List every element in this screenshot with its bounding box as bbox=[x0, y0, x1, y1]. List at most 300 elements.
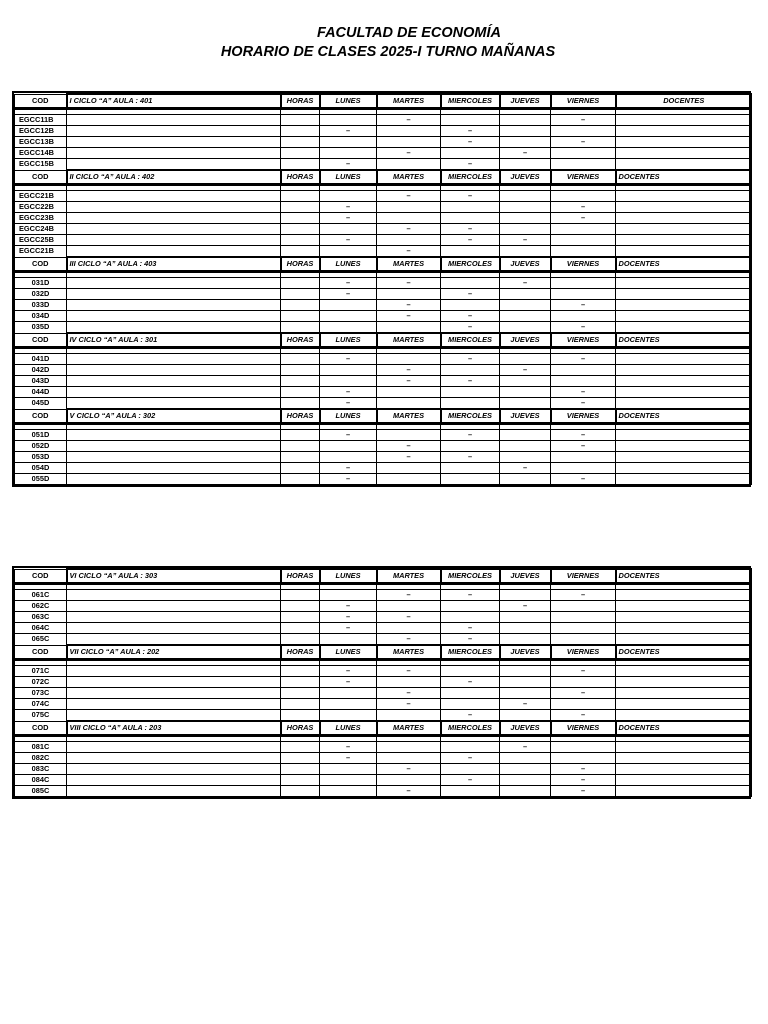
section-header-row bbox=[15, 94, 752, 109]
cell-martes bbox=[377, 148, 441, 159]
class-mark: – bbox=[406, 191, 411, 200]
column-header-viernes: VIERNES bbox=[551, 645, 616, 660]
course-name-cell bbox=[67, 115, 281, 126]
course-code: 064C bbox=[15, 623, 67, 634]
class-mark: – bbox=[467, 430, 473, 439]
column-header-horas: HORAS bbox=[281, 721, 320, 736]
cell-martes bbox=[377, 710, 441, 722]
cell-viernes bbox=[551, 452, 616, 463]
cell-miercoles bbox=[441, 376, 500, 387]
cell-docentes bbox=[616, 430, 752, 441]
cell-docentes bbox=[616, 137, 752, 148]
cell-martes bbox=[377, 137, 441, 148]
class-mark: – bbox=[580, 474, 586, 483]
cell-jueves bbox=[500, 191, 551, 202]
column-header-viernes: VIERNES bbox=[551, 409, 616, 424]
cell-martes bbox=[377, 590, 441, 601]
cell-jueves bbox=[500, 300, 551, 311]
cell-jueves bbox=[500, 666, 551, 677]
class-mark: – bbox=[406, 764, 411, 773]
cell-viernes bbox=[551, 322, 616, 334]
cell-horas bbox=[281, 213, 320, 224]
course-code: 042D bbox=[15, 365, 67, 376]
cell-viernes bbox=[551, 775, 616, 786]
cell-miercoles bbox=[441, 278, 500, 289]
cell-martes bbox=[377, 387, 441, 398]
cell-miercoles bbox=[441, 365, 500, 376]
cell-viernes bbox=[551, 235, 616, 246]
section-header-row bbox=[15, 170, 752, 185]
cell-docentes bbox=[616, 623, 752, 634]
cell-viernes bbox=[551, 354, 616, 365]
cell-horas bbox=[281, 623, 320, 634]
cell-miercoles bbox=[441, 430, 500, 441]
course-code: EGCC14B bbox=[15, 148, 67, 159]
cell-miercoles bbox=[441, 612, 500, 623]
table-row bbox=[15, 289, 752, 300]
cell-viernes bbox=[551, 148, 616, 159]
course-code: 082C bbox=[15, 753, 67, 764]
class-mark: – bbox=[345, 159, 351, 168]
course-name-cell bbox=[67, 202, 281, 213]
cell-horas bbox=[281, 699, 320, 710]
class-mark: – bbox=[580, 387, 586, 396]
cell-jueves bbox=[500, 623, 551, 634]
cell-jueves bbox=[500, 137, 551, 148]
cell-docentes bbox=[616, 235, 752, 246]
column-header-miercoles: MIERCOLES bbox=[441, 409, 500, 424]
cell-jueves bbox=[500, 354, 551, 365]
cell-lunes bbox=[320, 775, 377, 786]
column-header-martes: MARTES bbox=[377, 409, 441, 424]
schedule-table bbox=[14, 568, 752, 797]
cell-jueves bbox=[500, 753, 551, 764]
column-header-miercoles: MIERCOLES bbox=[441, 645, 500, 660]
cell-jueves bbox=[500, 688, 551, 699]
cell-miercoles bbox=[441, 474, 500, 485]
cell-martes bbox=[377, 601, 441, 612]
class-mark: – bbox=[406, 786, 411, 795]
table-row bbox=[15, 753, 752, 764]
table-row bbox=[15, 235, 752, 246]
table-row bbox=[15, 159, 752, 171]
section-title: IV CICLO “A” AULA : 301 bbox=[67, 333, 281, 348]
course-name-cell bbox=[67, 213, 281, 224]
column-header-viernes: VIERNES bbox=[551, 257, 616, 272]
cell-jueves bbox=[500, 159, 551, 171]
cell-lunes bbox=[320, 699, 377, 710]
cell-viernes bbox=[551, 612, 616, 623]
cell-horas bbox=[281, 137, 320, 148]
cell-docentes bbox=[616, 474, 752, 485]
course-name-cell bbox=[67, 159, 281, 171]
course-name-cell bbox=[67, 289, 281, 300]
course-name-cell bbox=[67, 224, 281, 235]
cell-docentes bbox=[616, 452, 752, 463]
cell-docentes bbox=[616, 398, 752, 410]
cell-docentes bbox=[616, 365, 752, 376]
class-mark: – bbox=[467, 775, 473, 784]
cell-martes bbox=[377, 213, 441, 224]
cell-lunes bbox=[320, 126, 377, 137]
cell-horas bbox=[281, 463, 320, 474]
column-header-docentes: DOCENTES bbox=[616, 409, 752, 424]
cell-martes bbox=[377, 688, 441, 699]
class-mark: – bbox=[406, 300, 411, 309]
cell-docentes bbox=[616, 612, 752, 623]
cell-lunes bbox=[320, 677, 377, 688]
cell-martes bbox=[377, 191, 441, 202]
cell-docentes bbox=[616, 387, 752, 398]
cell-lunes bbox=[320, 764, 377, 775]
class-mark: – bbox=[345, 677, 351, 686]
cell-lunes bbox=[320, 398, 377, 410]
course-code: 062C bbox=[15, 601, 67, 612]
column-header-jueves: JUEVES bbox=[500, 569, 551, 584]
class-mark: – bbox=[522, 463, 528, 472]
cell-viernes bbox=[551, 688, 616, 699]
section-title: I CICLO “A” AULA : 401 bbox=[67, 94, 281, 109]
cell-horas bbox=[281, 159, 320, 171]
cell-martes bbox=[377, 742, 441, 753]
course-name-cell bbox=[67, 246, 281, 258]
column-header-lunes: LUNES bbox=[320, 721, 377, 736]
cell-viernes bbox=[551, 474, 616, 485]
class-mark: – bbox=[467, 311, 473, 320]
cell-martes bbox=[377, 322, 441, 334]
course-code: EGCC21B bbox=[15, 191, 67, 202]
class-mark: – bbox=[345, 354, 351, 363]
column-header-miercoles: MIERCOLES bbox=[441, 257, 500, 272]
cell-horas bbox=[281, 322, 320, 334]
cell-docentes bbox=[616, 753, 752, 764]
cell-martes bbox=[377, 235, 441, 246]
course-code: EGCC12B bbox=[15, 126, 67, 137]
table-row bbox=[15, 278, 752, 289]
class-mark: – bbox=[522, 601, 528, 610]
cell-horas bbox=[281, 474, 320, 485]
course-code: EGCC25B bbox=[15, 235, 67, 246]
cell-viernes bbox=[551, 623, 616, 634]
cell-miercoles bbox=[441, 710, 500, 722]
class-mark: – bbox=[580, 137, 586, 146]
course-name-cell bbox=[67, 775, 281, 786]
cell-jueves bbox=[500, 398, 551, 410]
cell-horas bbox=[281, 441, 320, 452]
cell-lunes bbox=[320, 246, 377, 258]
column-header-jueves: JUEVES bbox=[500, 170, 551, 185]
table-row bbox=[15, 311, 752, 322]
cell-martes bbox=[377, 634, 441, 646]
column-header-miercoles: MIERCOLES bbox=[441, 94, 500, 109]
cell-docentes bbox=[616, 786, 752, 797]
cell-miercoles bbox=[441, 601, 500, 612]
class-mark: – bbox=[406, 590, 411, 599]
cell-horas bbox=[281, 688, 320, 699]
cell-miercoles bbox=[441, 159, 500, 171]
cell-docentes bbox=[616, 376, 752, 387]
cell-horas bbox=[281, 764, 320, 775]
cell-miercoles bbox=[441, 137, 500, 148]
table-row bbox=[15, 148, 752, 159]
class-mark: – bbox=[580, 300, 586, 309]
course-name-cell bbox=[67, 148, 281, 159]
cell-miercoles bbox=[441, 677, 500, 688]
cell-jueves bbox=[500, 387, 551, 398]
course-code: EGCC15B bbox=[15, 159, 67, 171]
course-name-cell bbox=[67, 311, 281, 322]
cell-martes bbox=[377, 753, 441, 764]
cell-viernes bbox=[551, 115, 616, 126]
section-header-row bbox=[15, 569, 752, 584]
cell-miercoles bbox=[441, 463, 500, 474]
course-code: 035D bbox=[15, 322, 67, 334]
column-header-miercoles: MIERCOLES bbox=[441, 170, 500, 185]
cell-martes bbox=[377, 115, 441, 126]
course-code: EGCC21B bbox=[15, 246, 67, 258]
cell-lunes bbox=[320, 278, 377, 289]
column-header-docentes: DOCENTES bbox=[616, 569, 752, 584]
cell-lunes bbox=[320, 430, 377, 441]
column-header-martes: MARTES bbox=[377, 721, 441, 736]
table-row bbox=[15, 376, 752, 387]
class-mark: – bbox=[580, 786, 586, 795]
course-name-cell bbox=[67, 688, 281, 699]
cell-miercoles bbox=[441, 213, 500, 224]
cell-jueves bbox=[500, 764, 551, 775]
cell-viernes bbox=[551, 764, 616, 775]
class-mark: – bbox=[345, 463, 351, 472]
course-code: 051D bbox=[15, 430, 67, 441]
column-header-horas: HORAS bbox=[281, 645, 320, 660]
class-mark: – bbox=[580, 666, 586, 675]
column-header-lunes: LUNES bbox=[320, 257, 377, 272]
cell-jueves bbox=[500, 202, 551, 213]
class-mark: – bbox=[406, 699, 411, 708]
column-header-cod: COD bbox=[15, 94, 67, 109]
class-mark: – bbox=[406, 688, 411, 697]
course-name-cell bbox=[67, 612, 281, 623]
cell-miercoles bbox=[441, 398, 500, 410]
cell-martes bbox=[377, 463, 441, 474]
section-header-row bbox=[15, 721, 752, 736]
column-header-horas: HORAS bbox=[281, 333, 320, 348]
cell-horas bbox=[281, 235, 320, 246]
cell-docentes bbox=[616, 159, 752, 171]
class-mark: – bbox=[345, 278, 351, 287]
cell-lunes bbox=[320, 115, 377, 126]
table-row bbox=[15, 441, 752, 452]
cell-martes bbox=[377, 677, 441, 688]
cell-horas bbox=[281, 376, 320, 387]
cell-viernes bbox=[551, 365, 616, 376]
course-code: 034D bbox=[15, 311, 67, 322]
cell-viernes bbox=[551, 699, 616, 710]
cell-viernes bbox=[551, 224, 616, 235]
cell-lunes bbox=[320, 452, 377, 463]
column-header-lunes: LUNES bbox=[320, 569, 377, 584]
column-header-jueves: JUEVES bbox=[500, 645, 551, 660]
class-mark: – bbox=[406, 365, 411, 374]
cell-docentes bbox=[616, 191, 752, 202]
class-mark: – bbox=[345, 601, 351, 610]
schedule-title: HORARIO DE CLASES 2025-I TURNO MAÑANAS bbox=[220, 44, 556, 60]
cell-horas bbox=[281, 742, 320, 753]
cell-miercoles bbox=[441, 289, 500, 300]
section-title: II CICLO “A” AULA : 402 bbox=[67, 170, 281, 185]
cell-horas bbox=[281, 786, 320, 797]
course-name-cell bbox=[67, 300, 281, 311]
class-mark: – bbox=[406, 148, 411, 157]
cell-jueves bbox=[500, 311, 551, 322]
section-title: VII CICLO “A” AULA : 202 bbox=[67, 645, 281, 660]
cell-miercoles bbox=[441, 699, 500, 710]
cell-lunes bbox=[320, 191, 377, 202]
course-name-cell bbox=[67, 430, 281, 441]
course-code: 075C bbox=[15, 710, 67, 722]
cell-horas bbox=[281, 148, 320, 159]
column-header-martes: MARTES bbox=[377, 257, 441, 272]
course-code: 063C bbox=[15, 612, 67, 623]
course-name-cell bbox=[67, 441, 281, 452]
class-mark: – bbox=[467, 137, 473, 146]
cell-martes bbox=[377, 126, 441, 137]
cell-miercoles bbox=[441, 452, 500, 463]
cell-jueves bbox=[500, 474, 551, 485]
table-row bbox=[15, 786, 752, 797]
course-name-cell bbox=[67, 126, 281, 137]
column-header-martes: MARTES bbox=[377, 94, 441, 109]
cell-horas bbox=[281, 666, 320, 677]
cell-martes bbox=[377, 430, 441, 441]
course-name-cell bbox=[67, 452, 281, 463]
table-row bbox=[15, 775, 752, 786]
class-mark: – bbox=[345, 753, 351, 762]
cell-docentes bbox=[616, 601, 752, 612]
cell-docentes bbox=[616, 224, 752, 235]
cell-jueves bbox=[500, 634, 551, 646]
cell-jueves bbox=[500, 376, 551, 387]
column-header-miercoles: MIERCOLES bbox=[441, 333, 500, 348]
cell-docentes bbox=[616, 300, 752, 311]
course-code: 054D bbox=[15, 463, 67, 474]
column-header-cod: COD bbox=[15, 721, 67, 736]
cell-martes bbox=[377, 376, 441, 387]
class-mark: – bbox=[406, 612, 411, 621]
cell-horas bbox=[281, 775, 320, 786]
table-row bbox=[15, 202, 752, 213]
cell-horas bbox=[281, 300, 320, 311]
class-mark: – bbox=[522, 365, 528, 374]
course-name-cell bbox=[67, 710, 281, 722]
course-code: 065C bbox=[15, 634, 67, 646]
table-row bbox=[15, 474, 752, 485]
column-header-jueves: JUEVES bbox=[500, 257, 551, 272]
cell-docentes bbox=[616, 463, 752, 474]
cell-martes bbox=[377, 246, 441, 258]
cell-martes bbox=[377, 354, 441, 365]
cell-docentes bbox=[616, 202, 752, 213]
column-header-horas: HORAS bbox=[281, 409, 320, 424]
course-code: 053D bbox=[15, 452, 67, 463]
class-mark: – bbox=[467, 126, 473, 135]
column-header-docentes: DOCENTES bbox=[616, 721, 752, 736]
cell-martes bbox=[377, 398, 441, 410]
cell-miercoles bbox=[441, 322, 500, 334]
cell-jueves bbox=[500, 224, 551, 235]
table-row bbox=[15, 246, 752, 258]
cell-jueves bbox=[500, 289, 551, 300]
class-mark: – bbox=[467, 710, 473, 719]
cell-docentes bbox=[616, 590, 752, 601]
course-name-cell bbox=[67, 677, 281, 688]
cell-lunes bbox=[320, 601, 377, 612]
cell-jueves bbox=[500, 677, 551, 688]
cell-jueves bbox=[500, 148, 551, 159]
class-mark: – bbox=[580, 398, 586, 407]
cell-martes bbox=[377, 300, 441, 311]
cell-lunes bbox=[320, 159, 377, 171]
section-title: V CICLO “A” AULA : 302 bbox=[67, 409, 281, 424]
column-header-jueves: JUEVES bbox=[500, 409, 551, 424]
section-title: VI CICLO “A” AULA : 303 bbox=[67, 569, 281, 584]
cell-jueves bbox=[500, 775, 551, 786]
cell-lunes bbox=[320, 666, 377, 677]
cell-miercoles bbox=[441, 775, 500, 786]
cell-martes bbox=[377, 612, 441, 623]
cell-lunes bbox=[320, 235, 377, 246]
cell-miercoles bbox=[441, 235, 500, 246]
course-code: EGCC22B bbox=[15, 202, 67, 213]
class-mark: – bbox=[522, 278, 528, 287]
cell-viernes bbox=[551, 398, 616, 410]
cell-martes bbox=[377, 786, 441, 797]
class-mark: – bbox=[406, 246, 411, 255]
class-mark: – bbox=[345, 126, 351, 135]
cell-horas bbox=[281, 191, 320, 202]
table-row bbox=[15, 601, 752, 612]
course-code: 073C bbox=[15, 688, 67, 699]
course-name-cell bbox=[67, 387, 281, 398]
class-mark: – bbox=[345, 398, 351, 407]
class-mark: – bbox=[345, 235, 351, 244]
cell-docentes bbox=[616, 213, 752, 224]
class-mark: – bbox=[580, 115, 586, 124]
cell-jueves bbox=[500, 430, 551, 441]
cell-jueves bbox=[500, 115, 551, 126]
cell-viernes bbox=[551, 463, 616, 474]
class-mark: – bbox=[345, 289, 351, 298]
course-code: 033D bbox=[15, 300, 67, 311]
class-mark: – bbox=[580, 430, 586, 439]
course-name-cell bbox=[67, 786, 281, 797]
cell-docentes bbox=[616, 246, 752, 258]
cell-docentes bbox=[616, 710, 752, 722]
cell-horas bbox=[281, 311, 320, 322]
table-row bbox=[15, 387, 752, 398]
course-code: 083C bbox=[15, 764, 67, 775]
cell-lunes bbox=[320, 742, 377, 753]
class-mark: – bbox=[345, 742, 351, 751]
class-mark: – bbox=[467, 159, 473, 168]
cell-jueves bbox=[500, 590, 551, 601]
cell-docentes bbox=[616, 311, 752, 322]
cell-martes bbox=[377, 623, 441, 634]
course-name-cell bbox=[67, 398, 281, 410]
class-mark: – bbox=[467, 191, 473, 200]
class-mark: – bbox=[467, 354, 473, 363]
course-name-cell bbox=[67, 463, 281, 474]
